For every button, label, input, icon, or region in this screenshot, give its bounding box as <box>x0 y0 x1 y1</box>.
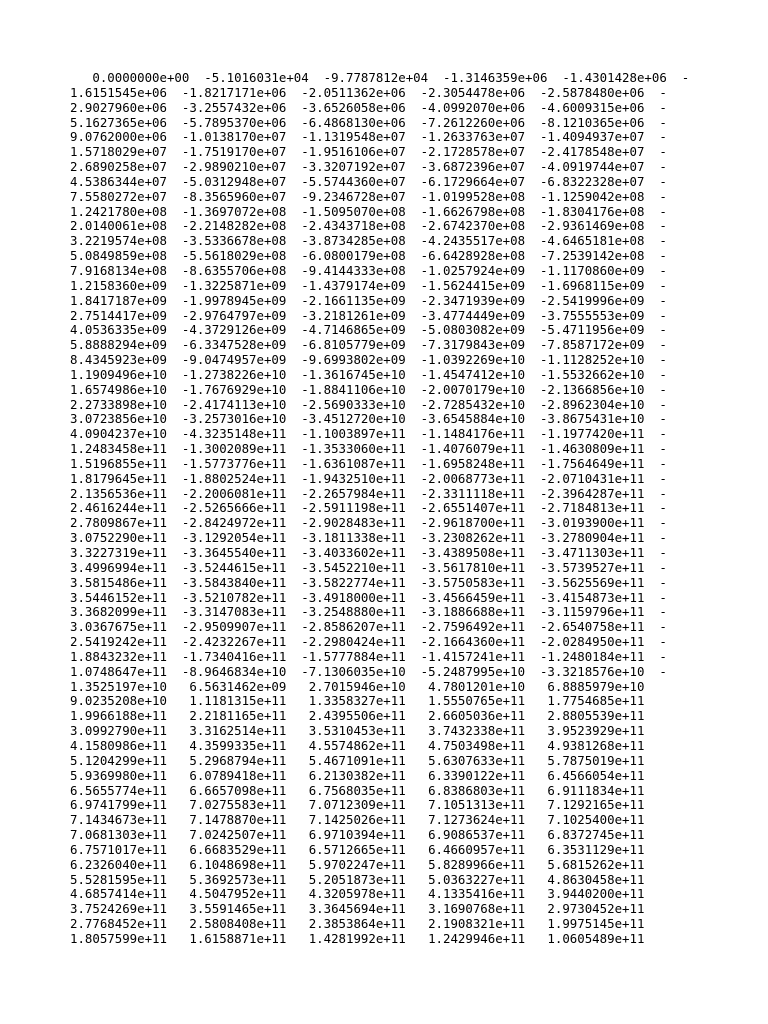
data-line: 2.0140061e+08 -2.2148282e+08 -2.4343718e+08 -2.6742370e+08 -2.9361469e+08 - <box>70 218 667 234</box>
data-line: 5.9369980e+11 6.0789418e+11 6.2130382e+11 6.3390122e+11 6.4566054e+11 <box>70 767 645 783</box>
data-line: 7.9168134e+08 -8.6355706e+08 -9.4144333e+08 -1.0257924e+09 -1.1170860e+09 - <box>70 262 667 278</box>
data-line: 1.0748647e+11 -8.9646834e+10 -7.1306035e+10 -5.2487995e+10 -3.3218576e+10 - <box>70 663 667 679</box>
data-line: 2.7514417e+09 -2.9764797e+09 -3.2181261e+09 -3.4774449e+09 -3.7555553e+09 - <box>70 307 667 323</box>
data-line: 4.5386344e+07 -5.0312948e+07 -5.5744360e+07 -6.1729664e+07 -6.8322328e+07 - <box>70 173 667 189</box>
data-line: 3.3227319e+11 -3.3645540e+11 -3.4033602e+11 -3.4389508e+11 -3.4711303e+11 - <box>70 545 667 560</box>
data-line: 1.8179645e+11 -1.8802524e+11 -1.9432510e+11 -2.0068773e+11 -2.0710431e+11 - <box>70 470 667 486</box>
data-line: 0.0000000e+00 -5.1016031e+04 -9.7787812e+04 -1.3146359e+06 -1.4301428e+06 - <box>70 70 690 85</box>
data-line: 5.5281595e+11 5.3692573e+11 5.2051873e+11 5.0363227e+11 4.8630458e+11 <box>70 871 645 887</box>
data-line: 1.5718029e+07 -1.7519170e+07 -1.9516106e+07 -2.1728578e+07 -2.4178548e+07 - <box>70 144 667 160</box>
data-line: 9.0235208e+10 1.1181315e+11 1.3358327e+11 1.5550765e+11 1.7754685e+11 <box>70 693 645 709</box>
data-line: 3.7524269e+11 3.5591465e+11 3.3645694e+11 3.1690768e+11 2.9730452e+11 <box>70 901 645 917</box>
data-line: 1.3525197e+10 6.5631462e+09 2.7015946e+10 4.7801201e+10 6.8885979e+10 <box>70 678 645 694</box>
data-line: 3.5446152e+11 -3.5210782e+11 -3.4918000e+11 -3.4566459e+11 -3.4154873e+11 - <box>70 589 667 605</box>
data-line: 1.2483458e+11 -1.3002089e+11 -1.3533060e+11 -1.4076079e+11 -1.4630809e+11 - <box>70 441 667 457</box>
data-line: 2.6890258e+07 -2.9890210e+07 -3.3207192e+07 -3.6872396e+07 -4.0919744e+07 - <box>70 159 667 175</box>
data-line: 6.9741799e+11 7.0275583e+11 7.0712309e+11 7.1051313e+11 7.1292165e+11 <box>70 797 645 813</box>
data-line: 7.5580272e+07 -8.3565960e+07 -9.2346728e+07 -1.0199528e+08 -1.1259042e+08 - <box>70 188 667 204</box>
data-line: 2.2733898e+10 -2.4174113e+10 -2.5690333e+10 -2.7285432e+10 -2.8962304e+10 - <box>70 396 667 412</box>
data-line: 9.0762000e+06 -1.0138170e+07 -1.1319548e+07 -1.2633763e+07 -1.4094937e+07 - <box>70 129 667 145</box>
data-line: 5.1627365e+06 -5.7895370e+06 -6.4868130e+06 -7.2612260e+06 -8.1210365e+06 - <box>70 114 667 130</box>
data-line: 5.0849859e+08 -5.5618029e+08 -6.0800179e+08 -6.6428928e+08 -7.2539142e+08 - <box>70 248 667 264</box>
data-line: 7.1434673e+11 7.1478870e+11 7.1425026e+11 7.1273624e+11 7.1025400e+11 <box>70 812 645 828</box>
data-line: 1.5196855e+11 -1.5773776e+11 -1.6361087e+11 -1.6958248e+11 -1.7564649e+11 - <box>70 455 667 471</box>
data-line: 3.0992790e+11 3.3162514e+11 3.5310453e+11 3.7432338e+11 3.9523929e+11 <box>70 723 645 739</box>
data-line: 4.1580986e+11 4.3599335e+11 4.5574862e+11 4.7503498e+11 4.9381268e+11 <box>70 737 645 753</box>
data-line: 4.0904237e+10 -4.3235148e+11 -1.1003897e+11 -1.1484176e+11 -1.1977420e+11 - <box>70 426 667 442</box>
data-line: 1.6151545e+06 -1.8217171e+06 -2.0511362e+06 -2.3054478e+06 -2.5878480e+06 - <box>70 84 667 100</box>
data-line: 2.5419242e+11 -2.4232267e+11 -2.2980424e+11 -2.1664360e+11 -2.0284950e+11 - <box>70 634 667 650</box>
data-line: 5.8888294e+09 -6.3347528e+09 -6.8105779e+09 -7.3179843e+09 -7.8587172e+09 - <box>70 337 667 353</box>
data-line: 3.3682099e+11 -3.3147083e+11 -3.2548880e+11 -3.1886688e+11 -3.1159796e+11 - <box>70 604 667 620</box>
data-line: 1.8417187e+09 -1.9978945e+09 -2.1661135e+09 -2.3471939e+09 -2.5419996e+09 - <box>70 292 667 308</box>
data-line: 2.7809867e+11 -2.8424972e+11 -2.9028483e+11 -2.9618700e+11 -3.0193900e+11 - <box>70 515 667 531</box>
data-line: 1.2421780e+08 -1.3697072e+08 -1.5095070e+08 -1.6626798e+08 -1.8304176e+08 - <box>70 203 667 219</box>
data-line: 3.4996994e+11 -3.5244615e+11 -3.5452210e+11 -3.5617810e+11 -3.5739527e+11 - <box>70 559 667 575</box>
data-line: 3.5815486e+11 -3.5843840e+11 -3.5822774e+11 -3.5750583e+11 -3.5625569e+11 - <box>70 574 667 590</box>
data-line: 4.0536335e+09 -4.3729126e+09 -4.7146865e+09 -5.0803082e+09 -5.4711956e+09 - <box>70 322 667 338</box>
data-line: 2.4616244e+11 -2.5265666e+11 -2.5911198e+11 -2.6551407e+11 -2.7184813e+11 - <box>70 500 667 516</box>
data-line: 2.7768452e+11 2.5808408e+11 2.3853864e+11 2.1908321e+11 1.9975145e+11 <box>70 916 645 932</box>
data-line: 1.8057599e+11 1.6158871e+11 1.4281992e+11 1.2429946e+11 1.0605489e+11 <box>70 930 645 946</box>
data-line: 3.0367675e+11 -2.9509907e+11 -2.8586207e+11 -2.7596492e+11 -2.6540758e+11 - <box>70 619 667 635</box>
data-line: 6.5655774e+11 6.6657098e+11 6.7568035e+11 6.8386803e+11 6.9111834e+11 <box>70 782 645 798</box>
numeric-data-block <box>70 71 689 947</box>
data-line: 8.4345923e+09 -9.0474957e+09 -9.6993802e+09 -1.0392269e+10 -1.1128252e+10 - <box>70 352 667 368</box>
data-line: 7.0681303e+11 7.0242507e+11 6.9710394e+11 6.9086537e+11 6.8372745e+11 <box>70 827 645 843</box>
data-line: 1.9966188e+11 2.2181165e+11 2.4395506e+11 2.6605036e+11 2.8805539e+11 <box>70 708 645 724</box>
data-line: 6.2326040e+11 6.1048698e+11 5.9702247e+11 5.8289966e+11 5.6815262e+11 <box>70 856 645 872</box>
data-line: 3.0723856e+10 -3.2573016e+10 -3.4512720e+10 -3.6545884e+10 -3.8675431e+10 - <box>70 411 667 427</box>
data-line: 3.2219574e+08 -3.5336678e+08 -3.8734285e+08 -4.2435517e+08 -4.6465181e+08 - <box>70 233 667 249</box>
data-line: 1.8843232e+11 -1.7340416e+11 -1.5777884e+11 -1.4157241e+11 -1.2480184e+11 - <box>70 648 667 664</box>
data-line: 5.1204299e+11 5.2968794e+11 5.4671091e+11 5.6307633e+11 5.7875019e+11 <box>70 752 645 768</box>
data-line: 1.6574986e+10 -1.7676929e+10 -1.8841106e+10 -2.0070179e+10 -2.1366856e+10 - <box>70 381 667 397</box>
data-line: 2.1356536e+11 -2.2006081e+11 -2.2657984e+11 -2.3311118e+11 -2.3964287e+11 - <box>70 485 667 501</box>
data-line: 4.6857414e+11 4.5047952e+11 4.3205978e+11 4.1335416e+11 3.9440200e+11 <box>70 886 645 902</box>
data-line: 3.0752290e+11 -3.1292054e+11 -3.1811338e+11 -3.2308262e+11 -3.2780904e+11 - <box>70 530 667 546</box>
data-line: 2.9027960e+06 -3.2557432e+06 -3.6526058e+06 -4.0992070e+06 -4.6009315e+06 - <box>70 99 667 115</box>
data-line: 1.2158360e+09 -1.3225871e+09 -1.4379174e+09 -1.5624415e+09 -1.6968115e+09 - <box>70 277 667 293</box>
data-line: 6.7571017e+11 6.6683529e+11 6.5712665e+11 6.4660957e+11 6.3531129e+11 <box>70 841 645 857</box>
data-line: 1.1909496e+10 -1.2738226e+10 -1.3616745e+10 -1.4547412e+10 -1.5532662e+10 - <box>70 366 667 382</box>
